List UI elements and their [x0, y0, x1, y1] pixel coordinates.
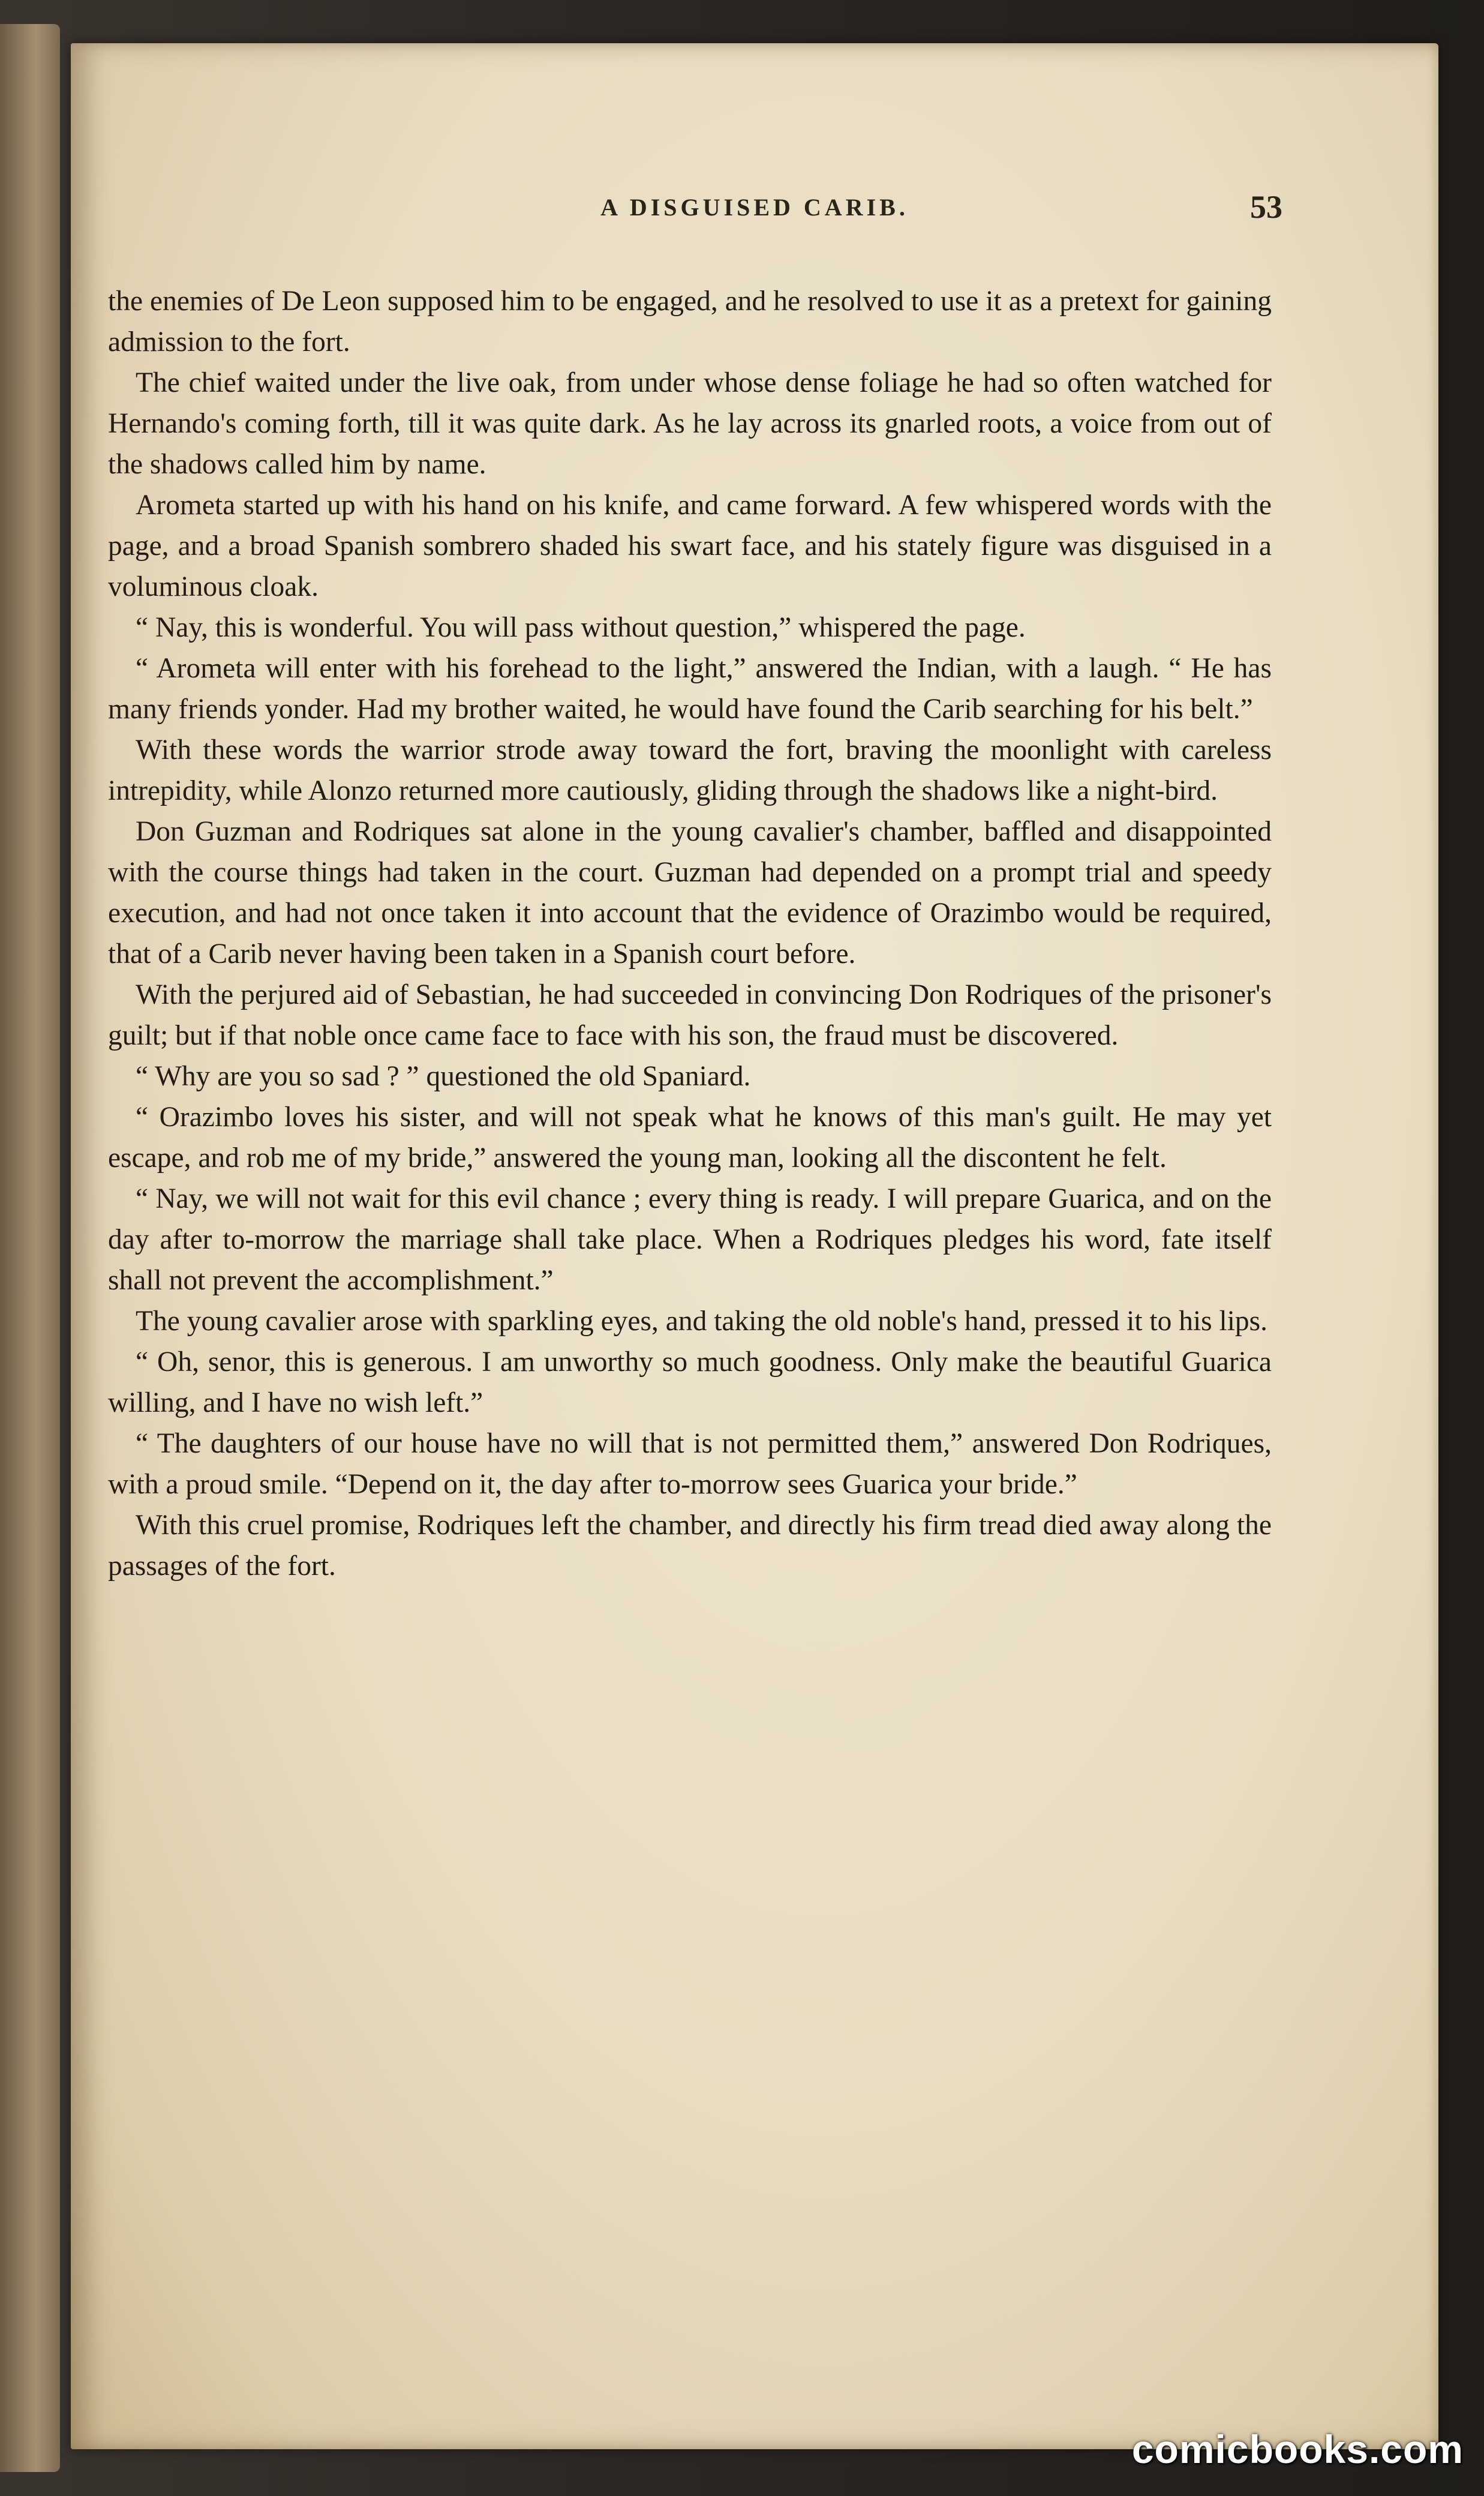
- paragraph: “ Nay, this is wonderful. You will pass without question,” whispered the page.: [136, 612, 1026, 643]
- paragraph: Don Guzman and Rodriques sat alone in the young cavalier's chamber, baffled and disappointed with the course things had taken in the court. Guzman had depended on a prompt trial and speedy execution, and had not once taken it into account that the evidence of Orazimbo would be required, that of a Carib never having been taken in a Spanish court before.: [108, 816, 1272, 970]
- book-page: [71, 43, 1438, 2449]
- paragraph: With this cruel promise, Rodriques left the chamber, and directly his firm tread died away along the passages of the fort.: [108, 1510, 1272, 1582]
- paragraph: With the perjured aid of Sebastian, he had succeeded in convincing Don Rodriques of the prisoner's guilt; but if that noble once came face to face with his son, the fraud must be discovered.: [108, 979, 1272, 1051]
- running-head: [71, 189, 1438, 241]
- paragraph: “ The daughters of our house have no will that is not permitted them,” answered Don Rodriques, with a proud smile. “Depend on it, the day after to-morrow sees Guarica your bride.”: [108, 1428, 1272, 1500]
- paragraph: “ Why are you so sad ? ” questioned the old Spaniard.: [136, 1061, 751, 1092]
- paragraph: “ Oh, senor, this is generous. I am unworthy so much goodness. Only make the beautiful Guarica willing, and I have no wish left.”: [108, 1346, 1272, 1418]
- paragraph: With these words the warrior strode away toward the fort, braving the moonlight with careless intrepidity, while Alonzo returned more cautiously, gliding through the shadows like a night-bird.: [108, 734, 1272, 806]
- paragraph: Arometa started up with his hand on his knife, and came forward. A few whispered words with the page, and a broad Spanish sombrero shaded his swart face, and his stately figure was disguised in a voluminous cloak.: [108, 490, 1272, 602]
- paragraph: The young cavalier arose with sparkling eyes, and taking the old noble's hand, pressed it to his lips.: [136, 1306, 1268, 1337]
- paragraph: The chief waited under the live oak, from under whose dense foliage he had so often watched for Hernando's coming forth, till it was quite dark. As he lay across its gnarled roots, a voice from out of the shadows called him by name.: [108, 367, 1272, 480]
- paragraph: the enemies of De Leon supposed him to be engaged, and he resolved to use it as a pretext for gaining admission to the fort.: [108, 286, 1272, 358]
- paragraph: “ Nay, we will not wait for this evil chance ; every thing is ready. I will prepare Guarica, and on the day after to-morrow the marriage shall take place. When a Rodriques pledges his word, fate itself shall not prevent the accomplishment.”: [108, 1183, 1272, 1296]
- chapter-running-title: A DISGUISED CARIB.: [600, 194, 909, 221]
- paragraph: “ Orazimbo loves his sister, and will not speak what he knows of this man's guilt. He may yet escape, and rob me of my bride,” answered the young man, looking all the discontent he felt.: [108, 1102, 1272, 1174]
- body-text: [108, 281, 1272, 1586]
- page-number: 53: [1250, 189, 1282, 225]
- site-watermark: comicbooks.com: [1131, 2427, 1464, 2471]
- paragraph: “ Arometa will enter with his forehead to the light,” answered the Indian, with a laugh. “ He has many friends yonder. Had my brother waited, he would have found the Carib searching for his belt.”: [108, 653, 1272, 725]
- facing-page-edge: [0, 24, 60, 2472]
